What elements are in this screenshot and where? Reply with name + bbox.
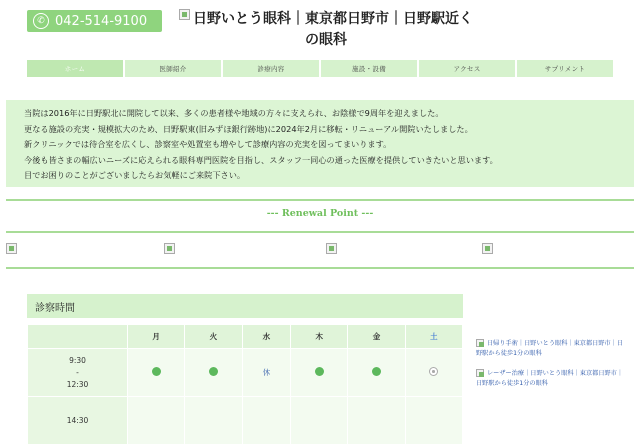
status-cell: [185, 397, 242, 445]
renewal-image-icon[interactable]: [164, 243, 175, 254]
nav-item-supplement[interactable]: サプリメント: [517, 60, 613, 77]
status-cell: [291, 397, 348, 445]
day-wed: 水: [242, 325, 291, 349]
phone-badge[interactable]: [27, 10, 162, 32]
intro-line: 新クリニックでは待合室を広くし、診察室や処置室も増やして診療内容の充実を図ってまいります。: [24, 139, 392, 149]
open-dot-icon: [315, 367, 324, 376]
status-cell: [348, 397, 405, 445]
hours-heading: 診察時間: [27, 294, 463, 318]
status-cell: [128, 397, 185, 445]
open-dot-icon: [209, 367, 218, 376]
time-sep: -: [76, 367, 79, 377]
intro-line: 当院は2016年に日野駅北に開院して以来、多くの患者様や地域の方々に支えられ、お陰様で9周年を迎えました。: [24, 108, 444, 118]
status-cell: [405, 397, 462, 445]
link-image-icon: [476, 369, 484, 377]
renewal-title: --- Renewal Point ---: [266, 208, 374, 219]
global-nav: [27, 60, 613, 77]
time-end: 12:30: [66, 379, 89, 389]
logo-image-icon: [179, 9, 190, 20]
day-mon: 月: [128, 325, 185, 349]
hours-header-row: [28, 325, 463, 349]
status-cell: [291, 349, 348, 397]
renewal-image-icon[interactable]: [6, 243, 17, 254]
divider: [6, 267, 634, 269]
divider: [6, 231, 634, 233]
status-cell: [242, 397, 291, 445]
hours-table: [27, 324, 463, 445]
time-start: 14:30: [66, 415, 89, 425]
hours-row-afternoon: [28, 397, 463, 445]
hours-row-morning: [28, 349, 463, 397]
partial-dot-icon: [429, 367, 438, 376]
intro-line: 今後も皆さまの幅広いニーズに応えられる眼科専門医院を目指し、スタッフ一同心の通った医療を提供していきたいと思います。: [24, 154, 498, 165]
open-dot-icon: [152, 367, 161, 376]
closed-label: 休: [262, 368, 271, 377]
phone-icon: ✆: [33, 13, 49, 29]
nav-item-facilities[interactable]: 施設・設備: [321, 60, 417, 77]
time-slot: [28, 397, 128, 445]
nav-item-doctor[interactable]: 医師紹介: [125, 60, 221, 77]
day-tue: 火: [185, 325, 242, 349]
status-cell: [242, 349, 291, 397]
open-dot-icon: [372, 367, 381, 376]
renewal-image-icon[interactable]: [326, 243, 337, 254]
status-cell: [185, 349, 242, 397]
nav-item-services[interactable]: 診療内容: [223, 60, 319, 77]
day-sat: 土: [405, 325, 462, 349]
time-slot: [28, 349, 128, 397]
intro-line: 目でお困りのことがございましたらお気軽にご来院下さい。: [24, 170, 246, 180]
sidebar-link-laser[interactable]: [476, 369, 626, 389]
status-cell: [405, 349, 462, 397]
link-image-icon: [476, 339, 484, 347]
nav-item-home[interactable]: ホーム: [27, 60, 123, 77]
status-cell: [348, 349, 405, 397]
sidebar-link-day-surgery[interactable]: [476, 339, 626, 359]
divider: [6, 199, 634, 201]
site-title[interactable]: [176, 9, 476, 51]
hours-corner: [28, 325, 128, 349]
nav-item-access[interactable]: アクセス: [419, 60, 515, 77]
intro-line: 更なる施設の充実・規模拡大のため、日野駅東(旧みずほ銀行跡地)に2024年2月に移転・リニューアル開院いたしました。: [24, 123, 473, 134]
sidebar-link-text: レーザー治療｜日野いとう眼科｜東京都日野市｜日野駅から徒歩1分の眼科: [476, 370, 624, 387]
time-start: 9:30: [69, 355, 86, 365]
site-title-text: 日野いとう眼科｜東京都日野市｜日野駅近くの眼科: [193, 11, 473, 48]
status-cell: [128, 349, 185, 397]
renewal-image-icon[interactable]: [482, 243, 493, 254]
day-thu: 木: [291, 325, 348, 349]
sidebar-link-text: 日帰り手術｜日野いとう眼科｜東京都日野市｜日野駅から徒歩1分の眼科: [476, 340, 624, 357]
phone-number: 042-514-9100: [55, 13, 148, 29]
day-fri: 金: [348, 325, 405, 349]
intro-message: [6, 100, 634, 187]
